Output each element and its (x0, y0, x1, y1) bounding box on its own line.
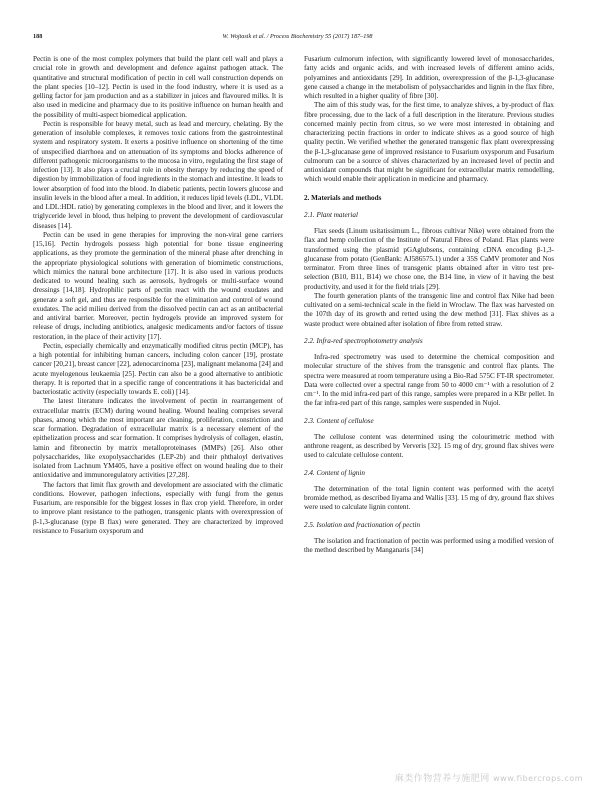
journal-citation: W. Wojtasik et al. / Process Biochemistry 55 (2017) 187–198 (222, 33, 373, 40)
left-column (33, 55, 283, 536)
right-column (304, 55, 554, 555)
paragraph: The isolation and fractionation of pectin was performed using a modified version of the method described by Manganaris [34] (304, 536, 554, 554)
subsection-heading: 2.3. Content of cellulose (304, 416, 374, 425)
paragraph: Pectin can be used in gene therapies for improving the non-viral gene carriers [15,16]. Pectin hydrogels possess high potential for bone tissue engineering applications, as they promote the germination of the mineral phase after drenching in the appropriate physiological solutions with generation of biomimetic constructions, which mimics the natural bone architecture [17]. It is also used in various products dedicated to wound healing such as aerosols, hydrogels or multi-surface wound dressings [14,18]. Hydrophilic parts of pectin react with the wound exudates and generate a soft gel, and thus are responsible for the elimination and control of wound exudates. The acid milieu derived from the dissolved pectin can act as an antibacterial and antiviral barrier. Moreover, pectin hydrogels provide an improved system for release of drugs, including antibiotics, analgesic medicaments and/or factors of tissue restoration, in the place of their activity [17]. (33, 230, 283, 341)
subsection-heading: 2.5. Isolation and fractionation of pectin (304, 520, 421, 529)
watermark-url: www.fibercrops.com (493, 774, 583, 783)
paragraph: The latest literature indicates the involvement of pectin in rearrangement of extracellular matrix (ECM) during wound healing. Wound healing comprises several phases, among which the most important are cleaning, proliferation, constriction and scar formation. Degradation of extracellular matrix is a necessary element of the epithelization process and scar formation. It comprises hydrolysis of collagen, elastin, lamin and fibronectin by matrix metalloproteinases (MMPs) [26]. Also other polysaccharides, like exopolysaccharides (LEP-2b) and their phthaloyl derivatives isolated from Lachnum YM405, have a positive effect on wound healing due to their antioxidative and immunoregulatory activities [27,28]. (33, 397, 283, 480)
paragraph: Pectin, especially chemically and enzymatically modified citrus pectin (MCP), has a high potential for inhibiting human cancers, including colon cancer [19], prostate cancer [20,21], breast cancer [22], adenocarcinoma [23], malignant melanoma [24] and acute myelogenous leukaemia [25]. Pectin can also be a good alternative to antibiotic therapy. It is reported that in a specific range of concentrations it has bactericidal and bacteriostatic activity (especially towards E. coli) [14]. (33, 341, 283, 396)
watermark (395, 771, 583, 784)
paragraph: Infra-red spectrometry was used to determine the chemical composition and molecular structure of the shives from the transgenic and control flax plants. The spectra were measured at room temperature using a Bio-Rad 575C FT-IR spectrometer. Data were collected over a spectral range from 50 to 4000 cm⁻¹ with a resolution of 2 cm⁻¹. In the mid infra-red part of this range, samples were prepared in a KBr pellet. In the far infra-red part of this range, samples were suspended in Nujol. (304, 353, 554, 408)
section-heading: 2. Materials and methods (304, 193, 382, 202)
paragraph: Fusarium culmorum infection, with significantly lowered level of monosaccharides, fatty acids and organic acids, and with increased levels of different amino acids, polyamines and antioxidants [29]. In addition, overexpression of the β-1,3-glucanase gene caused a change in the metabolism of polysaccharides and lignin in the flax fibre, which resulted in a higher quality of fibre [30]. (304, 55, 554, 100)
paragraph: The fourth generation plants of the transgenic line and control flax Nike had been cultivated on a semi-technical scale in the field in Wroclaw. The flax was harvested on the 107th day of its growth and retted using the dew method [31]. Flax shives as a waste product were obtained after isolation of fibre from retted straw. (304, 291, 554, 328)
watermark-chinese: 麻类作物营养与施肥网 (394, 774, 490, 784)
paragraph: The factors that limit flax growth and development are associated with the climatic conditions. However, pathogen infections, especially with fungi from the genus Fusarium, are responsible for the biggest losses in flax crop yield. Therefore, in order to improve plant resistance to the pathogen, transgenic plants with overexpression of β-1,3-glucanase (type B flax) were generated. They are characterized by improved resistance to Fusarium oxysporum and (33, 480, 283, 535)
paragraph: Pectin is responsible for heavy metal, such as lead and mercury, chelating. By the generation of insoluble complexes, it removes toxic cations from the gastrointestinal system and respiratory system. It exerts a positive influence on shortening of the time of unspecified diarrhoea and on attenuation of its symptoms and blocks adherence of different pathogenic microorganisms to the mucosa in vitro, regulating the first stage of infection [13]. It also plays a crucial role in obesity therapy by reducing the speed of digestion by immobilization of food ingredients in the stomach and intestine. It leads to lower absorption of food into the blood. In diabetic patients, pectin lowers glucose and insulin levels in the blood after a meal. In addition, it reduces lipid levels (LDL, VLDL and LDL:HDL ratio) by generating complexes in the blood and liver, and it lowers the triglyceride level in blood, thus helping to prevent the development of cardiovascular diseases [14]. (33, 119, 283, 230)
subsection-heading: 2.1. Plant material (304, 210, 358, 219)
subsection-heading: 2.4. Content of lignin (304, 468, 365, 477)
paragraph: The aim of this study was, for the first time, to analyze shives, a by-product of flax fibre processing, due to the lack of a full description in the literature. Previous studies concerned mainly pectin from citrus, so we were most interested in obtaining and characterizing pectin fractions in order to indicate shives as a good source of high quality pectin. We verified whether the generated transgenic flax plant overexpressing the β-1,3-glucanase gene of improved resistance to Fusarium oxysporum and Fusarium culmorum can be a source of shives characterized by an increased level of pectin and antioxidant compounds that might be significant for extracellular matrix remodelling, which would enable their application in medicine and pharmacy. (304, 101, 554, 184)
paragraph: The determination of the total lignin content was performed with the acetyl bromide method, as described Iiyama and Wallis [33]. 15 mg of dry, ground flax shives were used to calculate lignin content. (304, 484, 554, 512)
paragraph: Pectin is one of the most complex polymers that build the plant cell wall and plays a crucial role in growth and development and defence against pathogen attack. The quantitative and structural modification of pectin in cell wall construction depends on the plant species [10–12]. Pectin is used in the food industry, where it is used as a gelling factor for jam production and as a stabilizer in juices and flavoured milks. It is also used in medicine and pharmacy due to its positive influence on human health and the possibility of multi-aspect biomedical application. (33, 55, 283, 119)
paragraph: The cellulose content was determined using the colourimetric method with anthrone reagent, as described by Ververis [32]. 15 mg of dry, ground flax shives were used to calculate cellulose content. (304, 432, 554, 460)
subsection-heading: 2.2. Infra-red spectrophotometry analysis (304, 336, 423, 345)
paragraph: Flax seeds (Linum usitatissimum L., fibrous cultivar Nike) were obtained from the flax and hemp collection of the Institute of Natural Fibres of Poland. Flax plants were transformed using the plasmid pGAglubsens, containing cDNA encoding β-1,3-glucanase from potato (GenBank: AJ586575.1) under a 35S CaMV promoter and Nos terminator. From three lines of transgenic plants obtained after in vitro test pre-selection (B10, B11, B14) we chose one, the B14 line, in view of it having the best productivity, and used it for the field trials [29]. (304, 227, 554, 291)
page-number: 188 (33, 33, 43, 40)
